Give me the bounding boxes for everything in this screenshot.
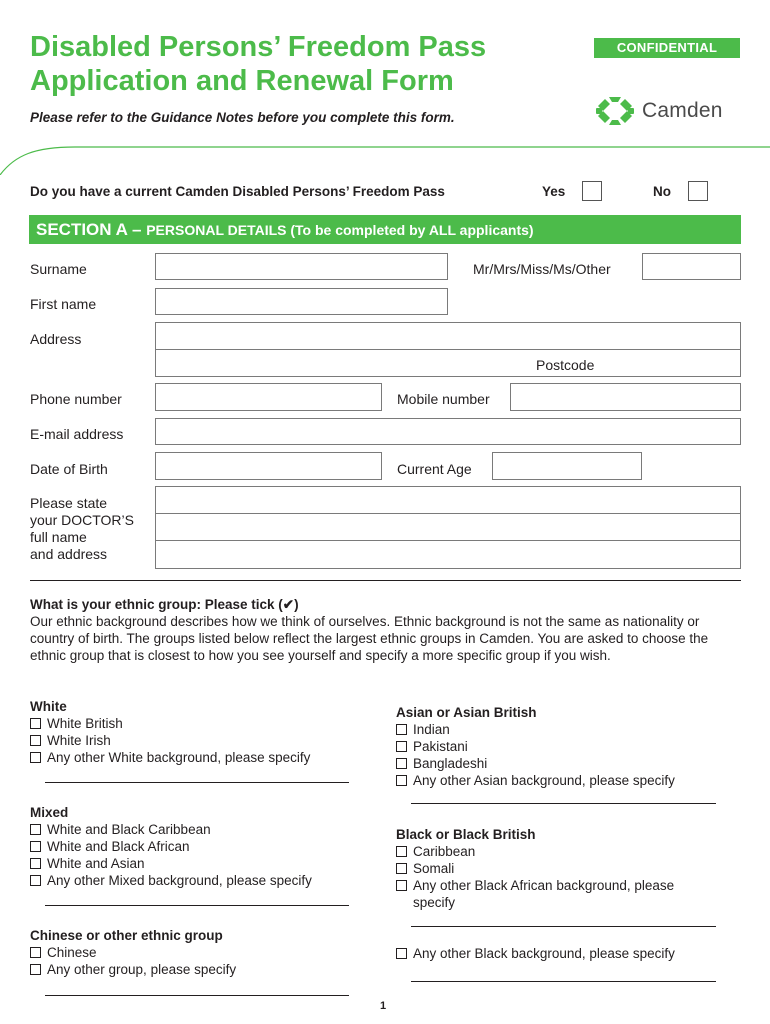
black-african-other-option[interactable]: Any other Black African background, please (396, 877, 674, 894)
checkbox-icon[interactable] (30, 875, 41, 886)
mobile-label: Mobile number (397, 391, 490, 407)
first-name-label: First name (30, 296, 97, 312)
camden-logo (595, 95, 723, 127)
bangladeshi-option[interactable]: Bangladeshi (396, 755, 675, 772)
title-line-2: Application and Renewal Form (30, 65, 454, 97)
dob-label: Date of Birth (30, 461, 108, 477)
section-a-label: SECTION A – (36, 220, 147, 239)
age-label: Current Age (397, 461, 472, 477)
checkbox-icon[interactable] (30, 947, 41, 958)
checkbox-icon[interactable] (30, 964, 41, 975)
section-a-title: PERSONAL DETAILS (To be completed by ALL applicants) (146, 222, 534, 238)
checkbox-icon[interactable] (396, 741, 407, 752)
mixed-specify-line[interactable] (45, 905, 349, 906)
mixed-heading: Mixed (30, 805, 69, 820)
doctor-field-line1[interactable] (155, 486, 741, 514)
asian-heading: Asian or Asian British (396, 705, 537, 720)
doctor-field-line3[interactable] (155, 540, 741, 569)
white-irish-option[interactable]: White Irish (30, 732, 310, 749)
phone-label: Phone number (30, 391, 122, 407)
checkbox-icon[interactable] (30, 824, 41, 835)
black-heading: Black or Black British (396, 827, 536, 842)
black-other-group (396, 945, 675, 962)
yes-label: Yes (542, 184, 566, 199)
pakistani-option[interactable]: Pakistani (396, 738, 675, 755)
postcode-label: Postcode (536, 357, 595, 373)
current-pass-question: Do you have a current Camden Disabled Persons’ Freedom Pass (30, 184, 445, 199)
somali-option[interactable]: Somali (396, 860, 674, 877)
first-name-field[interactable] (155, 288, 448, 315)
asian-specify-line[interactable] (411, 803, 716, 804)
checkbox-icon[interactable] (30, 858, 41, 869)
section-a-header (29, 215, 741, 244)
phone-field[interactable] (155, 383, 382, 411)
email-field[interactable] (155, 418, 741, 445)
no-checkbox[interactable] (688, 181, 708, 201)
doctor-label-line: full name (30, 529, 87, 545)
other-group-option[interactable]: Any other group, please specify (30, 961, 236, 978)
decorative-divider (0, 145, 770, 175)
ethnic-intro: Our ethnic background describes how we think of ourselves. Ethnic background is not the same as nationality or country of birth. The groups listed below reflect the largest ethnic groups in Camden. You are asked to choose the ethnic group that is closest to how you see yourself and specify a more specific group if you wish. (30, 614, 709, 663)
doctor-label (30, 495, 134, 563)
white-specify-line[interactable] (45, 782, 349, 783)
checkbox-icon[interactable] (30, 718, 41, 729)
checkbox-icon[interactable] (396, 846, 407, 857)
no-label: No (653, 184, 671, 199)
mobile-field[interactable] (510, 383, 741, 411)
doctor-label-line: your DOCTOR’S (30, 512, 134, 528)
checkbox-icon[interactable] (30, 752, 41, 763)
ethnic-heading: What is your ethnic group: Please tick (✔) (30, 597, 299, 612)
logo-text: Camden (642, 99, 723, 122)
chinese-group (30, 927, 236, 978)
mixed-group (30, 804, 312, 889)
asian-group (396, 704, 675, 789)
checkbox-icon[interactable] (396, 863, 407, 874)
mixed-other-option[interactable]: Any other Mixed background, please specify (30, 872, 312, 889)
section-divider (30, 580, 741, 581)
doctor-label-line: and address (30, 546, 108, 562)
chinese-option[interactable]: Chinese (30, 944, 236, 961)
white-british-option[interactable]: White British (30, 715, 310, 732)
email-label: E-mail address (30, 426, 124, 442)
black-african-other-cont: specify (413, 895, 456, 910)
black-other-specify-line[interactable] (411, 981, 716, 982)
yes-checkbox[interactable] (582, 181, 602, 201)
black-african-specify-line[interactable] (411, 926, 716, 927)
page-number: 1 (380, 1000, 387, 1012)
checkbox-icon[interactable] (30, 735, 41, 746)
age-field[interactable] (492, 452, 642, 480)
address-label: Address (30, 331, 82, 347)
guidance-note: Please refer to the Guidance Notes before you complete this form. (30, 110, 455, 125)
caribbean-option[interactable]: Caribbean (396, 843, 674, 860)
title-field[interactable] (642, 253, 741, 280)
indian-option[interactable]: Indian (396, 721, 675, 738)
asian-other-option[interactable]: Any other Asian background, please specify (396, 772, 675, 789)
camden-logo-icon (595, 95, 635, 127)
other-specify-line[interactable] (45, 995, 349, 996)
chinese-heading: Chinese or other ethnic group (30, 928, 223, 943)
white-heading: White (30, 699, 67, 714)
doctor-label-line: Please state (30, 495, 108, 511)
mixed-asian-option[interactable]: White and Asian (30, 855, 312, 872)
black-other-option[interactable]: Any other Black background, please specify (396, 945, 675, 962)
dob-field[interactable] (155, 452, 382, 480)
title-label: Mr/Mrs/Miss/Ms/Other (473, 261, 611, 277)
address-field-line1[interactable] (155, 322, 741, 350)
checkbox-icon[interactable] (30, 841, 41, 852)
mixed-caribbean-option[interactable]: White and Black Caribbean (30, 821, 312, 838)
checkbox-icon[interactable] (396, 758, 407, 769)
checkbox-icon[interactable] (396, 775, 407, 786)
mixed-african-option[interactable]: White and Black African (30, 838, 312, 855)
black-group (396, 826, 674, 911)
checkbox-icon[interactable] (396, 948, 407, 959)
surname-label: Surname (30, 261, 87, 277)
confidential-badge: CONFIDENTIAL (594, 38, 740, 58)
checkbox-icon[interactable] (396, 880, 407, 891)
white-group (30, 698, 310, 766)
white-other-option[interactable]: Any other White background, please specify (30, 749, 310, 766)
form-title (30, 30, 486, 98)
checkbox-icon[interactable] (396, 724, 407, 735)
surname-field[interactable] (155, 253, 448, 280)
doctor-field-line2[interactable] (155, 513, 741, 541)
address-field-line2[interactable] (155, 349, 741, 377)
title-line-1: Disabled Persons’ Freedom Pass (30, 31, 487, 63)
